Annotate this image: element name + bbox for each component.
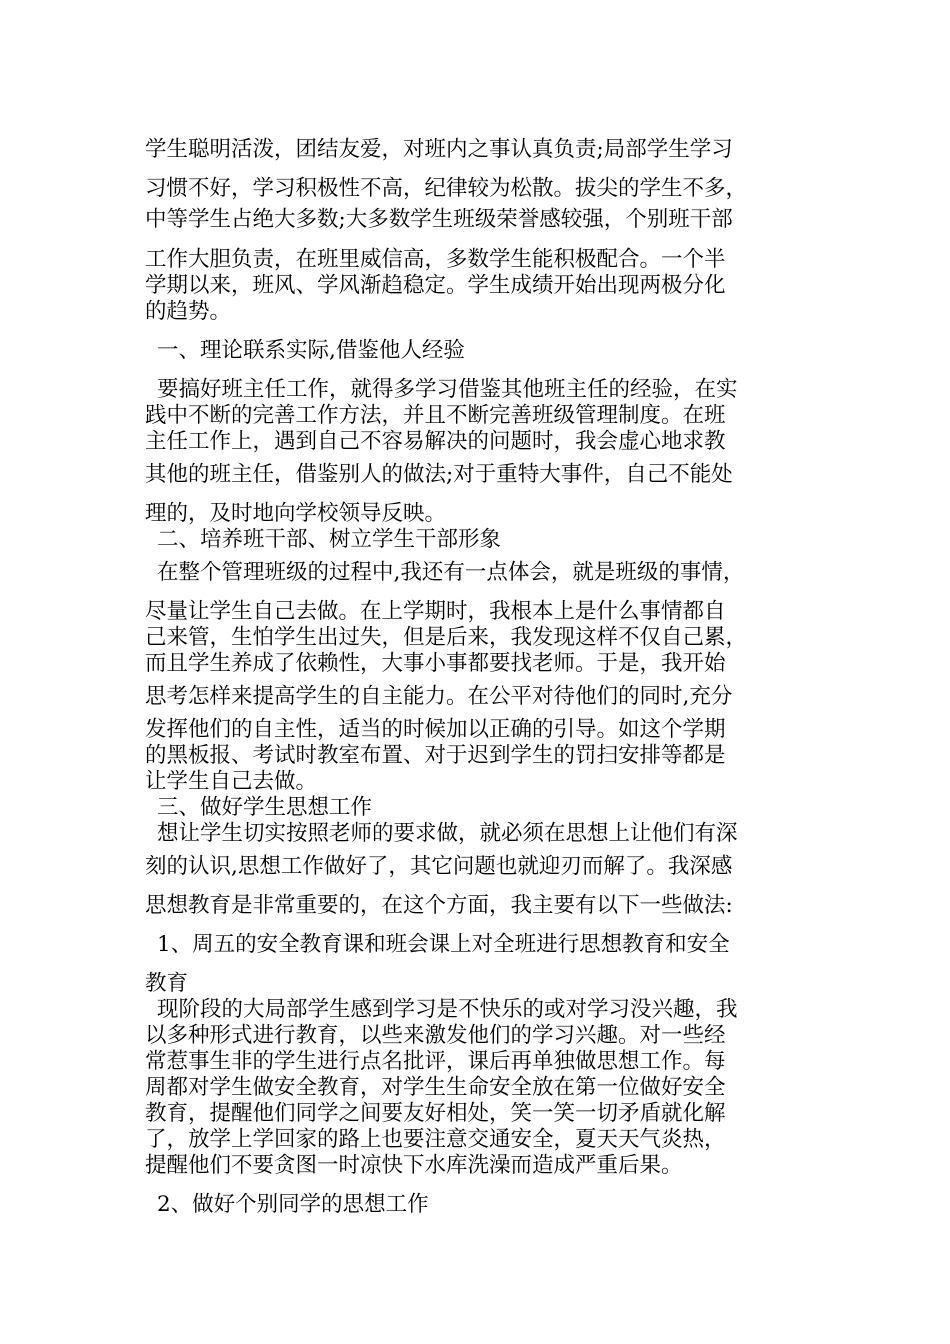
paragraph-line: 尽量让学生自己去做。在上学期时，我根本上是什么事情都自 [145, 599, 726, 624]
paragraph-line: 想让学生切实按照老师的要求做，就必须在思想上让他们有深 [157, 821, 738, 846]
section-heading: 一、理论联系实际,借鉴他人经验 [157, 338, 465, 363]
paragraph-line: 而且学生养成了依赖性，大事小事都要找老师。于是，我开始 [145, 651, 726, 676]
paragraph-line: 己来管，生怕学生出过失，但是后来，我发现这样不仅自己累， [145, 625, 748, 650]
paragraph-line: 要搞好班主任工作，就得多学习借鉴其他班主任的经验，在实 [157, 377, 738, 402]
section-heading: 三、做好学生思想工作 [157, 795, 373, 820]
paragraph-line: 的趋势。 [145, 299, 232, 324]
paragraph-line: 发挥他们的自主性，适当的时候加以正确的引导。如这个学期 [145, 717, 726, 742]
paragraph-line: 以多种形式进行教育，以些来激发他们的学习兴趣。对一些经 [145, 1023, 726, 1048]
paragraph-line: 习惯不好，学习积极性不高，纪律较为松散。拔尖的学生不多， [145, 176, 748, 201]
paragraph-line: 了，放学上学回家的路上也要注意交通安全，夏天天气炎热， [145, 1127, 726, 1152]
paragraph-line: 中等学生占绝大多数;大多数学生班级荣誉感较强，个别班干部 [145, 207, 733, 232]
paragraph-line: 周都对学生做安全教育，对学生生命安全放在第一位做好安全 [145, 1075, 726, 1100]
paragraph-line: 提醒他们不要贪图一时凉快下水库洗澡而造成严重后果。 [145, 1153, 683, 1178]
subsection-heading: 教育 [145, 971, 189, 996]
paragraph-line: 学期以来，班风、学风渐趋稳定。学生成绩开始出现两极分化 [145, 273, 726, 298]
paragraph-line: 让学生自己去做。 [145, 769, 318, 794]
paragraph-line: 理的，及时地向学校领导反映。 [145, 501, 447, 526]
paragraph-line: 其他的班主任，借鉴别人的做法;对于重特大事件，自己不能处 [145, 462, 733, 487]
paragraph-line: 在整个管理班级的过程中,我还有一点体会，就是班级的事情， [157, 560, 745, 585]
paragraph-line: 刻的认识,思想工作做好了，其它问题也就迎刃而解了。我深感 [145, 854, 733, 879]
subsection-heading: 2、做好个别同学的思想工作 [157, 1192, 429, 1217]
paragraph-line: 主任工作上，遇到自己不容易解决的问题时，我会虚心地求教 [145, 429, 726, 454]
subsection-heading: 1、周五的安全教育课和班会课上对全班进行思想教育和安全 [157, 932, 730, 957]
paragraph-line: 教育，提醒他们同学之间要友好相处，笑一笑一切矛盾就化解 [145, 1101, 726, 1126]
paragraph-line: 学生聪明活泼，团结友爱，对班内之事认真负责;局部学生学习 [145, 137, 733, 162]
paragraph-line: 常惹事生非的学生进行点名批评，课后再单独做思想工作。每 [145, 1049, 726, 1074]
paragraph-line: 思想教育是非常重要的，在这个方面，我主要有以下一些做法: [145, 893, 733, 918]
paragraph-line: 工作大胆负责，在班里威信高，多数学生能积极配合。一个半 [145, 247, 726, 272]
section-heading: 二、培养班干部、树立学生干部形象 [157, 527, 502, 552]
paragraph-line: 思考怎样来提高学生的自主能力。在公平对待他们的同时,充分 [145, 684, 733, 709]
paragraph-line: 的黑板报、考试时教室布置、对于迟到学生的罚扫安排等都是 [145, 743, 726, 768]
paragraph-line: 践中不断的完善工作方法，并且不断完善班级管理制度。在班 [145, 403, 726, 428]
paragraph-line: 现阶段的大局部学生感到学习是不快乐的或对学习没兴趣，我 [157, 997, 738, 1022]
